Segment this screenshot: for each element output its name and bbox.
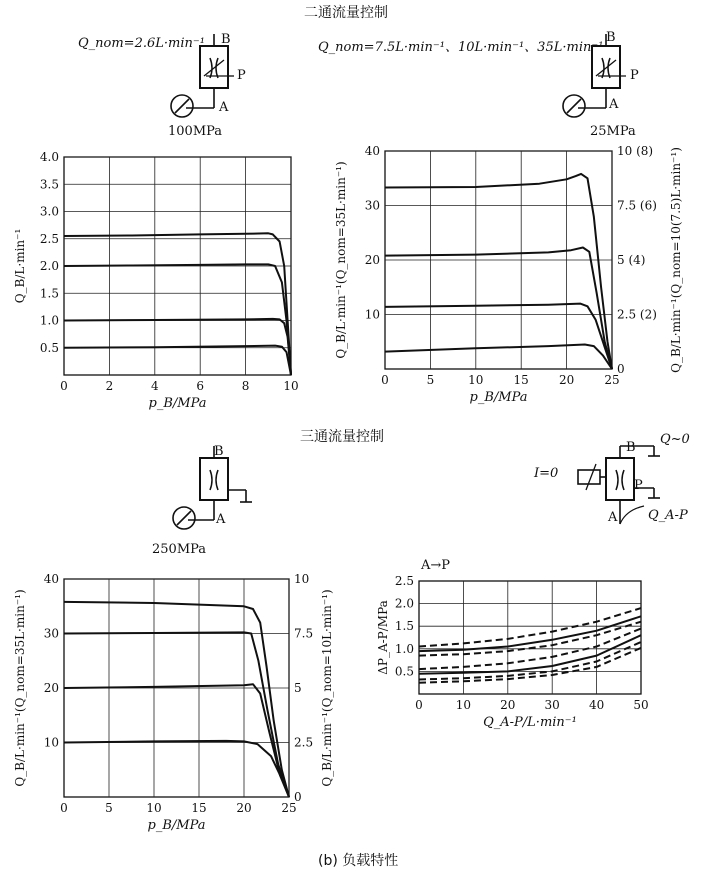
figure-caption: (b) 负载特性 — [318, 853, 399, 869]
sym2-port-p: P — [630, 68, 639, 83]
c4-ylabel: ΔP_A-P/MPa — [376, 600, 390, 675]
sym2-qnom-label: Q_nom=7.5L·min⁻¹、10L·min⁻¹、35L·min⁻¹ — [318, 40, 604, 55]
sym3-port-b: B — [214, 444, 224, 459]
header-three-port: 三通流量控制 — [300, 429, 384, 445]
c1-ytick-label-6: 3.5 — [39, 177, 59, 192]
sym1-pressure: 100MPa — [168, 124, 223, 139]
c2-ytick-right-label-1: 5 (4) — [617, 253, 646, 267]
c3-ytick-label-2: 30 — [43, 626, 59, 641]
c1-xtick-label-0: 0 — [60, 379, 68, 393]
c1-xtick-label-2: 4 — [150, 379, 159, 393]
c1-xlabel: p_B/MPa — [148, 396, 207, 411]
c2-xtick-label-0: 0 — [381, 373, 389, 387]
c3-ytick-right-zero: 0 — [294, 790, 302, 804]
c3-ytick-label-3: 40 — [43, 572, 59, 586]
c3-xlabel: p_B/MPa — [147, 818, 206, 833]
c4-title: A→P — [421, 558, 451, 573]
c1-series-line-0 — [64, 233, 291, 375]
c2-ytick-label-0: 10 — [364, 307, 380, 322]
c4-series-line-6 — [419, 648, 641, 683]
c1-xtick-label-5: 10 — [283, 379, 299, 393]
c2-xtick-label-1: 5 — [426, 373, 435, 387]
c3-xtick-label-0: 0 — [60, 801, 68, 815]
sym3-pressure: 250MPa — [152, 542, 207, 557]
c4-xtick-label-5: 50 — [633, 698, 649, 712]
sym4-qap: Q_A-P — [648, 508, 688, 523]
c1-ytick-label-3: 2.0 — [39, 259, 59, 273]
c4-ytick-label-0: 0.5 — [394, 664, 414, 679]
c4-series-line-0 — [419, 616, 641, 651]
sym4-i-label: I=0 — [534, 466, 559, 481]
c2-ylabel-right: Q_B/L·min⁻¹(Q_nom=10(7.5)L·min⁻¹) — [669, 147, 683, 373]
c1-ytick-label-0: 0.5 — [39, 340, 59, 355]
c2-xtick-label-5: 25 — [604, 373, 620, 387]
c1-ytick-label-7: 4.0 — [39, 150, 59, 164]
c3-ylabel: Q_B/L·min⁻¹(Q_nom=35L·min⁻¹) — [13, 589, 27, 787]
c3-ytick-right-label-2: 7.5 — [294, 626, 314, 641]
c3-ytick-label-1: 20 — [43, 681, 59, 695]
c2-ylabel: Q_B/L·min⁻¹(Q_nom=35L·min⁻¹) — [334, 161, 348, 359]
sym1-port-p: P — [237, 68, 246, 83]
c2-xlabel: p_B/MPa — [469, 390, 528, 405]
c1-ytick-label-1: 1.0 — [39, 313, 59, 328]
c1-ylabel: Q_B/L·min⁻¹ — [13, 228, 27, 304]
c4-xtick-label-0: 0 — [415, 698, 423, 712]
c3-ytick-right-label-0: 2.5 — [294, 735, 314, 750]
sym1-qnom-label: Q_nom=2.6L·min⁻¹ — [78, 36, 205, 51]
c3-series-line-3 — [64, 741, 289, 797]
c4-xlabel: Q_A-P/L·min⁻¹ — [483, 715, 577, 730]
c2-ytick-right-label-3: 10 (8) — [617, 144, 654, 158]
c2-series-line-0 — [385, 174, 612, 369]
sym2-port-a: A — [609, 97, 619, 112]
c4-ytick-label-4: 2.5 — [394, 574, 414, 588]
c2-ytick-label-3: 40 — [364, 144, 380, 158]
c4-xtick-label-4: 40 — [588, 698, 605, 712]
c4-xtick-label-3: 30 — [544, 698, 560, 712]
header-two-port: 二通流量控制 — [304, 5, 388, 21]
c1-xtick-label-1: 2 — [105, 379, 114, 393]
c2-xtick-label-4: 20 — [558, 373, 575, 387]
c3-xtick-label-3: 15 — [191, 801, 207, 815]
c2-series-line-2 — [385, 304, 612, 369]
c1-ytick-label-2: 1.5 — [39, 286, 59, 301]
c3-series-line-0 — [64, 602, 289, 797]
c1-ytick-label-5: 3.0 — [39, 204, 59, 219]
sym3-port-a: A — [216, 512, 226, 527]
sym1-port-a: A — [219, 100, 229, 115]
c2-series-line-3 — [385, 345, 612, 370]
c3-xtick-label-5: 25 — [281, 801, 297, 815]
c1-xtick-label-4: 8 — [241, 379, 250, 393]
sym4-port-b: B — [626, 440, 636, 455]
c4-xtick-label-1: 10 — [455, 698, 472, 712]
c1-xtick-label-3: 6 — [196, 379, 205, 393]
c4-ytick-label-1: 1.0 — [394, 641, 414, 656]
c2-ytick-label-2: 30 — [364, 198, 380, 213]
c1-series-line-3 — [64, 346, 291, 375]
c2-xtick-label-3: 15 — [513, 373, 529, 387]
c2-ytick-right-label-2: 7.5 (6) — [617, 198, 657, 213]
c3-ytick-right-label-1: 5 — [294, 681, 302, 695]
c3-xtick-label-2: 10 — [146, 801, 162, 815]
sym2-port-b: B — [606, 30, 616, 45]
c2-ytick-label-1: 20 — [364, 253, 380, 267]
c3-ytick-right-label-3: 10 — [294, 572, 310, 586]
c3-ylabel-right: Q_B/L·min⁻¹(Q_nom=10L·min⁻¹) — [320, 589, 334, 787]
c1-ytick-label-4: 2.5 — [39, 231, 59, 246]
c4-xtick-label-2: 20 — [500, 698, 516, 712]
c2-ytick-right-label-0: 2.5 (2) — [617, 307, 657, 322]
sym1-port-b: B — [221, 32, 231, 47]
c2-xtick-label-2: 10 — [468, 373, 484, 387]
c4-ytick-label-3: 2.0 — [394, 596, 414, 611]
c3-ytick-label-0: 10 — [43, 735, 59, 750]
sym4-q0: Q~0 — [660, 432, 690, 447]
c3-xtick-label-1: 5 — [105, 801, 113, 815]
c3-series-line-1 — [64, 632, 289, 797]
sym2-pressure: 25MPa — [590, 124, 636, 139]
sym4-port-a: A — [608, 510, 618, 525]
c2-ytick-right-zero: 0 — [617, 362, 625, 376]
sym4-port-p: P — [634, 478, 643, 493]
c4-ytick-label-2: 1.5 — [394, 619, 414, 634]
c3-xtick-label-4: 20 — [236, 801, 252, 815]
